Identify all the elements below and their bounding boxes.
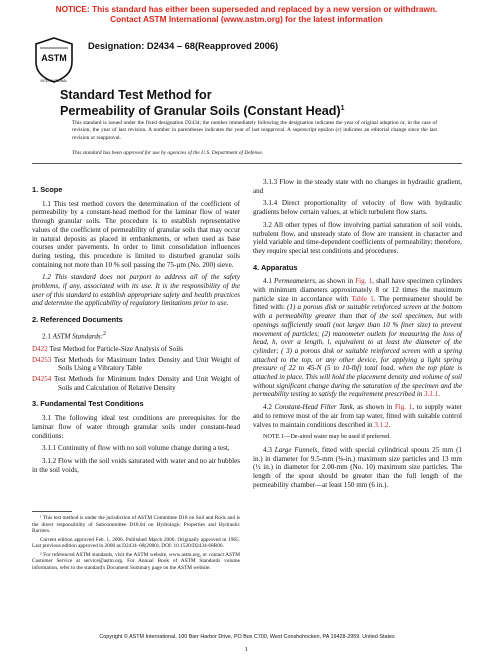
- fig-1-link[interactable]: Fig. 1: [355, 277, 373, 286]
- para-1-2: 1.2 This standard does not purport to address all of the safety problems, if any, associated with its use. It is the responsibility of the user of this standard to establish appropriate safety and health practices and determine the applicability of regulatory limitations prior to use.: [32, 273, 240, 308]
- page-number: 1: [244, 646, 249, 653]
- para-1-1: 1.1 This test method covers the determination of the coefficient of permeability by a constant-head method for the laminar flow of water through granular soils. The procedure is to establish representative values of the coefficient of permeability of granular soils that may occur in natural deposits as placed in embankments, or when used as base courses under pavements. In order to limit consolidation influences during testing, this procedure is limited to disturbed granular soils containing not more than 10 % soil passing the 75-µm (No. 200) sieve.: [32, 199, 240, 269]
- footnotes: [32, 511, 240, 573]
- note-1: NOTE 1—De-aired water may be used if preferred.: [263, 433, 391, 441]
- notice-line-2: Contact ASTM International (www.astm.org) for the latest information: [110, 14, 383, 24]
- para-4-2: 4.2 Constant-Head Filter Tank, as shown in Fig. 1, to supply water and to remove most of the air from tap water, fitted with suitable control valves to maintain conditions described in 3.1.2.: [253, 403, 462, 429]
- title-line-2: Permeability of Granular Soils (Constant Head): [60, 104, 341, 119]
- designation: Designation: D2434 – 68(Reapproved 2006): [88, 41, 279, 51]
- footnote-1: ¹ This test method is under the jurisdiction of ASTM Committee D18 on Soil and Rock and is the direct responsibility of Subcommittee D18.04 on Hydrologic Properties and Hydraulic Barriers.: [32, 515, 240, 534]
- para-4-1: 4.1 Permeameters, as shown in Fig. 1, shall have specimen cylinders with minimum diameters approximately 8 or 12 times the maximum particle size in accordance with Table 1. The permeameter should be fitted with: (1) a porous disk or suitable reinforced screen at the bottom with a permeability greater than that of the soil specimen, but with openings sufficiently small (not larger than 10 % finer size) to prevent movement of particles; (2) manometer outlets for measuring the loss of head, h, over a length, l, equivalent to at least the diameter of the cylinder; ( 3) a porous disk or suitable reinforced screen with a spring attached to the top, or any other device, for applying a light spring pressure of 22 to 45-N (5 to 10-lbf) total load, when the top plate is attached in place. This will hold the placement density and volume of soil without significant change during the saturation of the specimen and the permeability testing to satisfy the requirement prescribed in 3.1.1.: [253, 277, 463, 399]
- para-3-1: 3.1 The following ideal test conditions are prerequisites for the laminar flow of water through granular soils under constant-head conditions:: [32, 414, 240, 440]
- para-3-1-4: 3.1.4 Direct proportionality of velocity of flow with hydraulic gradients below certain values, at which turbulent flow starts.: [253, 199, 462, 217]
- logo-text: ASTM: [41, 53, 67, 63]
- para-3-1-2: 3.1.2 Flow with the soil voids saturated with water and no air bubbles in the soil voids,: [32, 456, 240, 474]
- footnote-2: ² For referenced ASTM standards, visit the ASTM website, www.astm.org, or contact ASTM Customer Service at service@astm.org. For Annual Book of ASTM Standards volume information, refer to the standard's Document Summary page on the ASTM website.: [32, 551, 240, 571]
- left-column: [32, 178, 240, 478]
- notice-banner: [0, 4, 493, 24]
- footnote-2-ref[interactable]: 2: [103, 330, 106, 337]
- ref-item: D4253 Test Methods for Maximum Index Density and Unit Weight of Soils Using a Vibratory Table: [32, 355, 240, 373]
- section-1-heading: 1. Scope: [32, 185, 63, 194]
- notice-line-1: NOTICE: This standard has either been superseded and replaced by a new version or withdrawn.: [55, 4, 438, 14]
- footnote-1b: Current edition approved Feb. 1, 2006. Published March 2006. Originally approved in 1965. Last previous edition approved in 2000 as D2434–68(2000). DOI: 10.1520/D2434-68R06.: [32, 536, 240, 549]
- table-1-link[interactable]: Table 1: [351, 294, 374, 303]
- approved-note: This standard has been approved for use by agencies of the U.S. Department of Defense.: [72, 150, 264, 156]
- section-2-heading: 2. Referenced Documents: [32, 315, 123, 325]
- para-3-2: 3.2 All other types of flow involving partial saturation of soil voids, turbulent flow, and unsteady state of flow are transient in character and yield variable and time-dependent coefficients of permeability; therefore, they require special test conditions and procedures.: [253, 220, 462, 255]
- ref-3-1-2-link[interactable]: 3.1.2: [374, 420, 389, 429]
- title-footnote-ref[interactable]: 1: [340, 105, 345, 112]
- fig-1-link[interactable]: Fig. 1: [394, 403, 413, 412]
- para-4-3: 4.3 Large Funnels, fitted with special cylindrical spouts 25 mm (1 in.) in diameter for 9.5-mm (⅜-in.) maximum size particles and 13 mm (½ in.) in diameter for 2.00-mm (No. 10) maximum size particles. The length of the spout should be greater than the full length of the permeability chamber—at least 150 mm (6 in.).: [253, 445, 463, 489]
- ref-link[interactable]: D4254: [32, 375, 52, 384]
- ref-link[interactable]: D4253: [32, 355, 52, 364]
- astm-logo: [32, 36, 76, 84]
- document-title: [60, 88, 345, 118]
- logo-subtext: INTERNATIONAL: [40, 79, 68, 83]
- footnote-divider: [32, 511, 72, 512]
- issued-note: This standard is issued under the fixed designation D2434; the number immediately following the designation indicates the year of original adoption or, in the case of revision, the year of last revision. A number in parentheses indicates the year of last reapproval. A superscript epsilon (ε) indicates an editorial change since the last revision or reapproval.: [72, 120, 437, 141]
- ref-link[interactable]: D422: [32, 344, 48, 353]
- section-4-heading: 4. Apparatus: [253, 262, 298, 272]
- para-3-1-3: 3.1.3 Flow in the steady state with no changes in hydraulic gradient, and: [253, 178, 462, 195]
- copyright: Copyright © ASTM International, 100 Barr Harbor Drive, PO Box C700, West Conshohocken, PA 19428-2959. United States: [99, 634, 395, 640]
- title-line-1: Standard Test Method for: [60, 88, 212, 102]
- header-divider: [32, 163, 462, 164]
- ref-item: D4254 Test Methods for Minimum Index Density and Unit Weight of Soils and Calculation of Relative Density: [32, 375, 240, 392]
- section-3-heading: 3. Fundamental Test Conditions: [32, 399, 144, 409]
- ref-3-1-1-link[interactable]: 3.1.1: [424, 390, 439, 399]
- ref-item: D422 Test Method for Particle-Size Analysis of Soils: [32, 344, 183, 353]
- right-column: [253, 178, 462, 494]
- para-2-1: 2.1 ASTM Standards:$^2$: [42, 330, 106, 341]
- para-3-1-1: 3.1.1 Continuity of flow with no soil volume change during a test,: [42, 444, 230, 453]
